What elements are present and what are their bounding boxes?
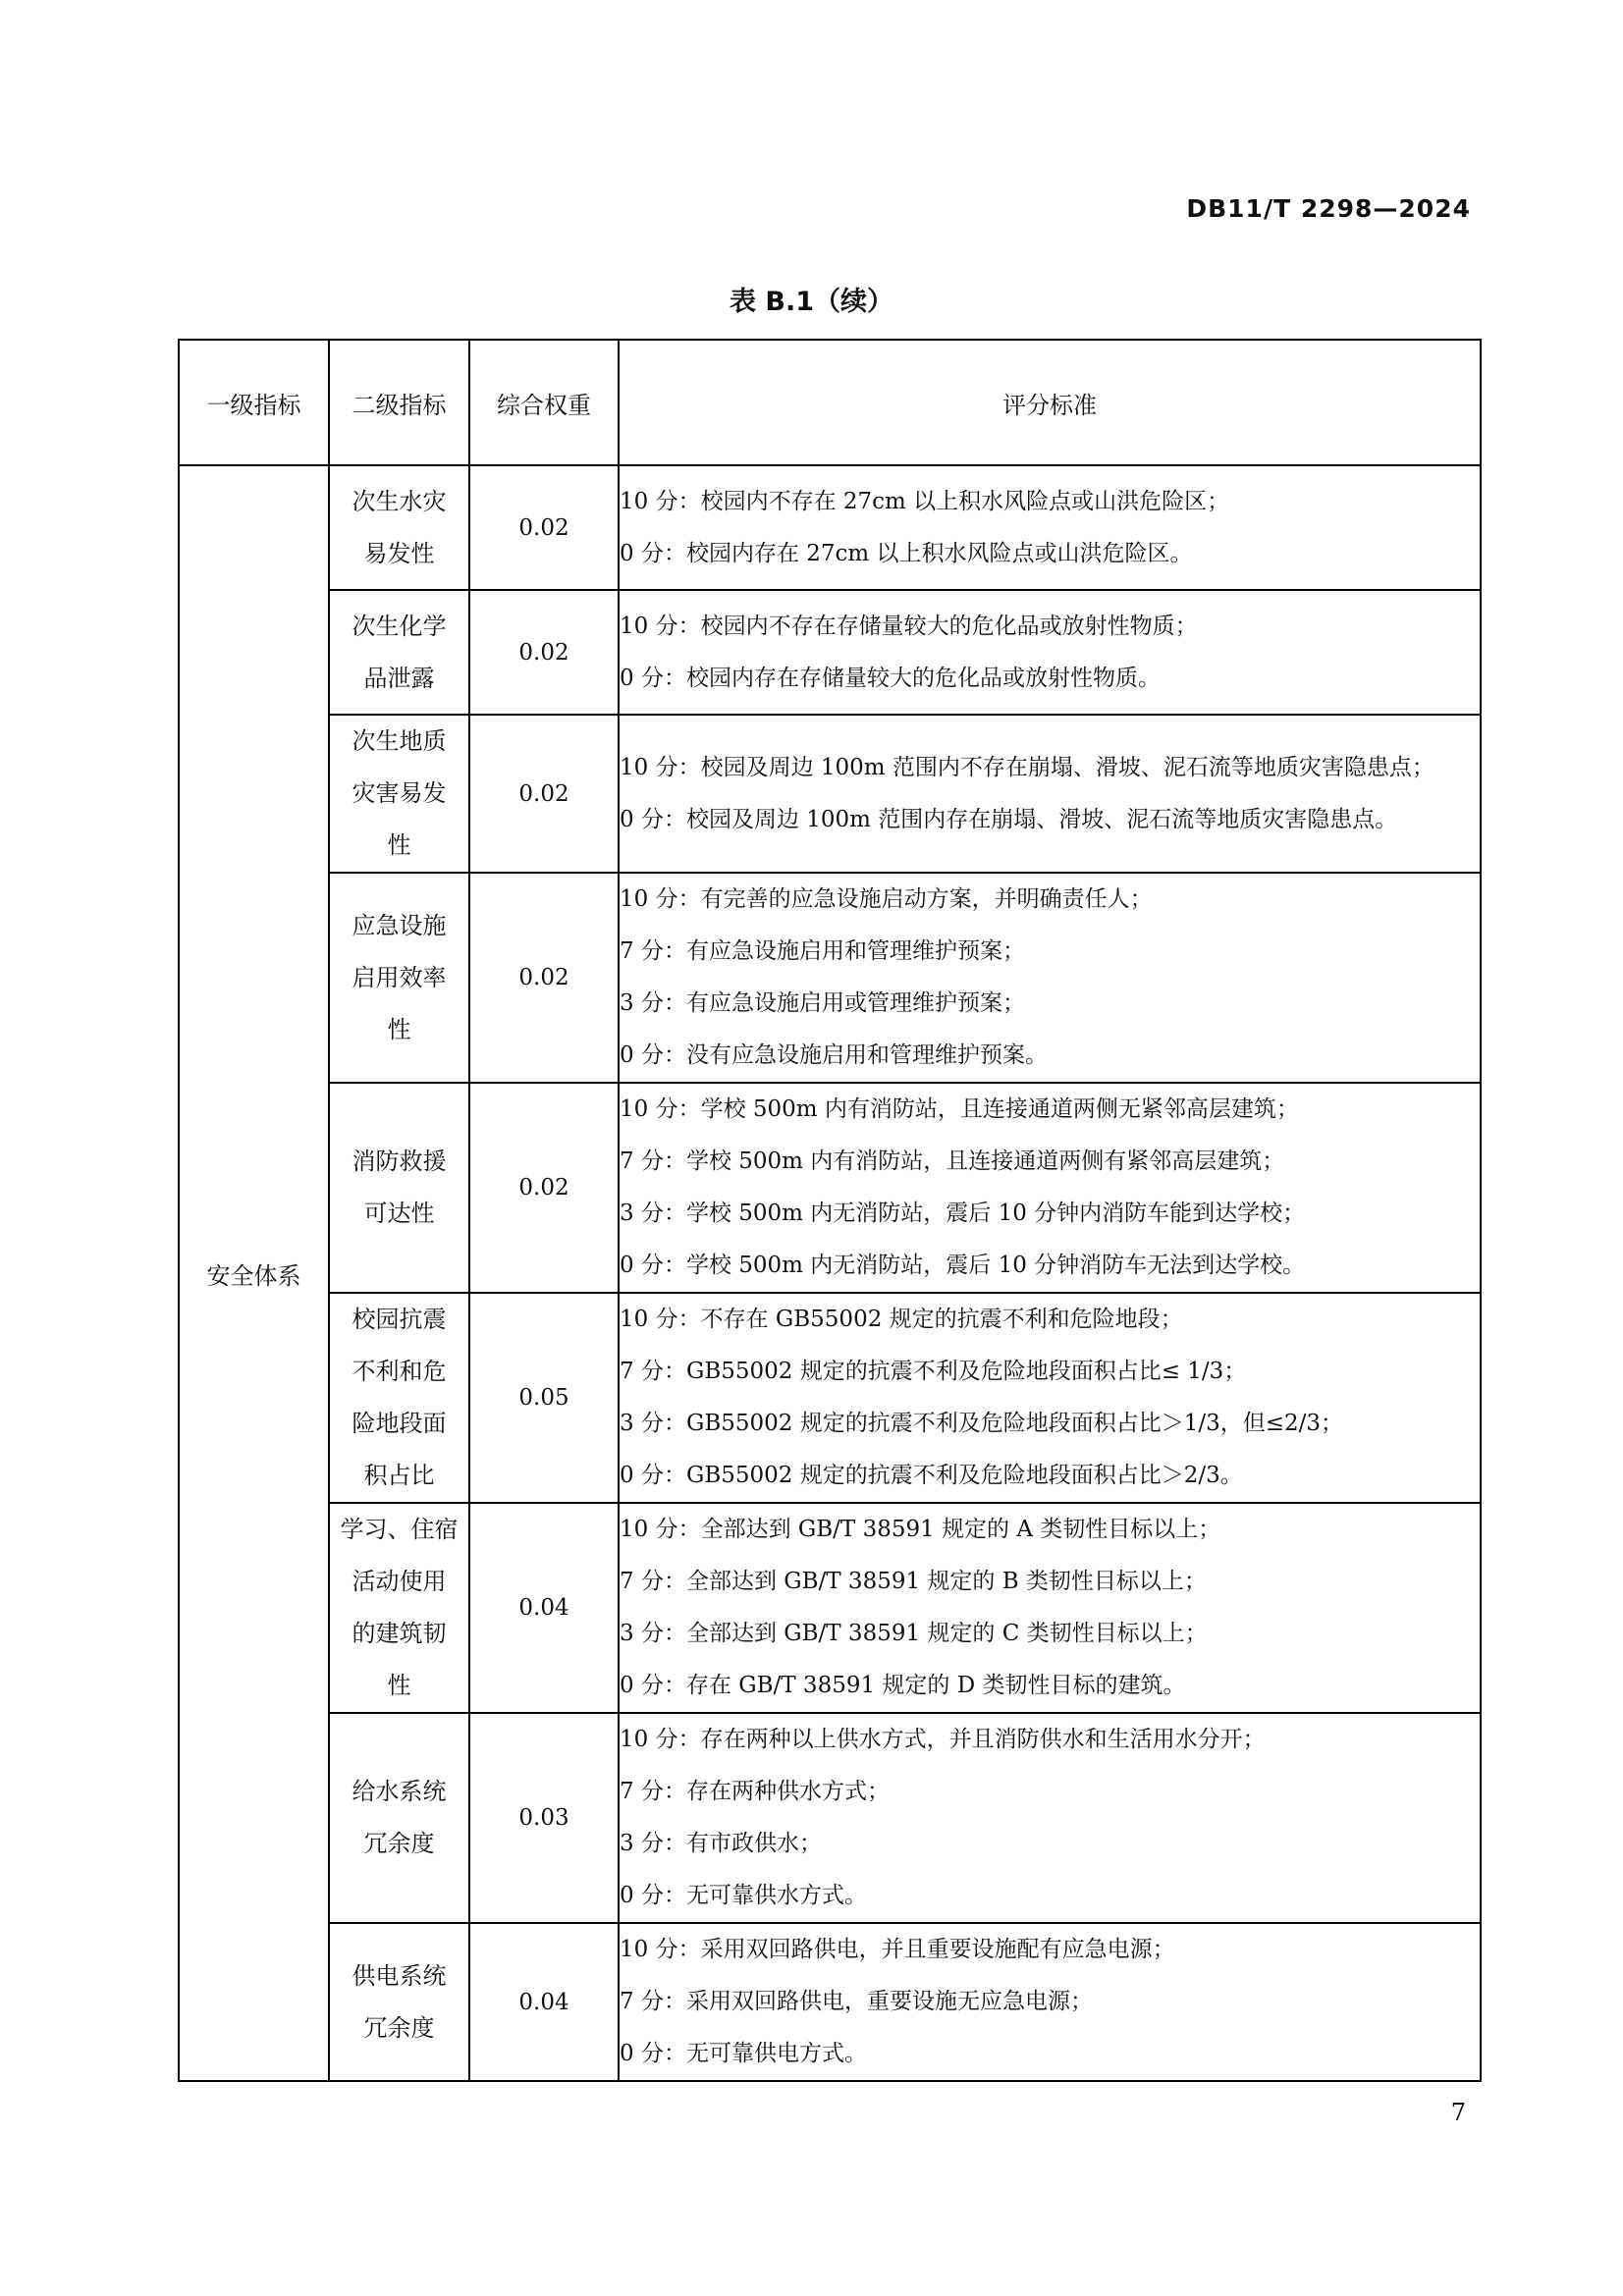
level2-indicator-cell	[329, 1713, 469, 1923]
indicator-text-line: 供电系统	[352, 1961, 447, 1990]
criteria-line: 10 分：全部达到 GB/T 38591 规定的 A 类韧性目标以上；	[620, 1517, 1221, 1542]
level2-indicator-cell	[329, 590, 469, 715]
criteria-line: 0 分：校园及周边 100m 范围内存在崩塌、滑坡、泥石流等地质灾害隐患点。	[620, 806, 1398, 832]
weight-cell: 0.04	[469, 1503, 619, 1713]
weight-cell: 0.02	[469, 873, 619, 1083]
criteria-cell	[619, 873, 1481, 1083]
weight-cell: 0.02	[469, 590, 619, 715]
table-row	[179, 590, 1481, 715]
criteria-cell	[619, 1923, 1481, 2081]
level2-indicator-cell	[329, 873, 469, 1083]
indicator-text-line: 消防救援	[352, 1148, 447, 1175]
criteria-cell	[619, 590, 1481, 715]
criteria-line: 7 分：存在两种供水方式；	[620, 1779, 890, 1804]
indicator-text-line: 启用效率	[352, 963, 447, 991]
criteria-line: 10 分：有完善的应急设施启动方案，并明确责任人；	[620, 886, 1153, 912]
criteria-line: 3 分：全部达到 GB/T 38591 规定的 C 类韧性目标以上；	[620, 1621, 1208, 1646]
indicator-text-line: 冗余度	[363, 2013, 435, 2042]
table-row	[179, 465, 1481, 590]
table-row	[179, 1713, 1481, 1923]
weight-cell: 0.05	[469, 1293, 619, 1503]
criteria-line: 10 分：校园内不存在存储量较大的危化品或放射性物质；	[620, 613, 1198, 639]
table-body	[179, 465, 1481, 2081]
indicator-text-line: 次生化学	[352, 612, 447, 640]
criteria-line: 3 分：有市政供水；	[620, 1831, 822, 1856]
table-caption: 表 B.1（续）	[729, 287, 894, 317]
level2-indicator-cell	[329, 1083, 469, 1293]
table-row	[179, 873, 1481, 1083]
criteria-line: 7 分：学校 500m 内有消防站，且连接通道两侧有紧邻高层建筑；	[620, 1148, 1285, 1174]
table-row	[179, 1923, 1481, 2081]
criteria-line: 7 分：采用双回路供电，重要设施无应急电源；	[620, 1989, 1093, 2014]
indicator-text-line: 积占比	[363, 1462, 435, 1489]
indicator-text-line: 次生水灾	[352, 487, 447, 515]
weight-cell: 0.02	[469, 1083, 619, 1293]
criteria-line: 7 分：全部达到 GB/T 38591 规定的 B 类韧性目标以上；	[620, 1569, 1207, 1594]
column-header-criteria: 评分标准	[619, 340, 1481, 465]
criteria-cell	[619, 1503, 1481, 1713]
criteria-line: 10 分：存在两种以上供水方式，并且消防供水和生活用水分开；	[620, 1727, 1266, 1752]
indicator-text-line: 应急设施	[352, 911, 447, 939]
indicator-text-line: 冗余度	[363, 1830, 435, 1857]
document-id: DB11/T 2298—2024	[1186, 194, 1471, 223]
page-number: 7	[1450, 2099, 1466, 2126]
weight-cell: 0.02	[469, 715, 619, 873]
criteria-line: 0 分：校园内存在存储量较大的危化品或放射性物质。	[620, 665, 1161, 691]
indicator-text-line: 次生地质	[352, 727, 447, 755]
weight-cell: 0.03	[469, 1713, 619, 1923]
table-row	[179, 1083, 1481, 1293]
criteria-line: 10 分：校园内不存在 27cm 以上积水风险点或山洪危险区；	[620, 488, 1230, 514]
indicator-text-line: 给水系统	[352, 1778, 447, 1805]
criteria-line: 10 分：采用双回路供电，并且重要设施配有应急电源；	[620, 1937, 1175, 1962]
criteria-cell	[619, 465, 1481, 590]
criteria-line: 3 分：GB55002 规定的抗震不利及危险地段面积占比＞1/3，但≤2/3；	[620, 1411, 1343, 1436]
indicator-text-line: 可达性	[363, 1200, 435, 1227]
level2-indicator-cell	[329, 1923, 469, 2081]
level2-indicator-cell	[329, 715, 469, 873]
indicator-text-line: 灾害易发	[352, 779, 447, 807]
column-header-level2: 二级指标	[329, 340, 469, 465]
indicator-text-line: 易发性	[363, 539, 435, 567]
weight-cell: 0.04	[469, 1923, 619, 2081]
criteria-line: 7 分：GB55002 规定的抗震不利及危险地段面积占比≤ 1/3；	[620, 1359, 1247, 1384]
criteria-line: 3 分：学校 500m 内无消防站，震后 10 分钟内消防车能到达学校；	[620, 1201, 1306, 1226]
indicator-text-line: 的建筑韧	[352, 1620, 447, 1647]
criteria-line: 0 分：没有应急设施启用和管理维护预案。	[620, 1042, 1048, 1068]
criteria-cell	[619, 1713, 1481, 1923]
level2-indicator-cell	[329, 1503, 469, 1713]
criteria-line: 0 分：校园内存在 27cm 以上积水风险点或山洪危险区。	[620, 540, 1193, 566]
criteria-line: 7 分：有应急设施启用和管理维护预案；	[620, 938, 1025, 964]
table-header-row	[179, 340, 1481, 465]
criteria-line: 0 分：无可靠供水方式。	[620, 1883, 867, 1908]
criteria-line: 3 分：有应急设施启用或管理维护预案；	[620, 990, 1025, 1016]
table-row	[179, 1293, 1481, 1503]
table-row	[179, 715, 1481, 873]
criteria-line: 0 分：无可靠供电方式。	[620, 2041, 867, 2066]
criteria-cell	[619, 1293, 1481, 1503]
indicator-text-line: 性	[387, 831, 411, 859]
criteria-line: 10 分：不存在 GB55002 规定的抗震不利和危险地段；	[620, 1307, 1183, 1332]
table-row	[179, 1503, 1481, 1713]
level2-indicator-cell	[329, 465, 469, 590]
indicator-text-line: 学习、住宿	[340, 1516, 459, 1543]
criteria-line: 0 分：学校 500m 内无消防站，震后 10 分钟消防车无法到达学校。	[620, 1253, 1306, 1278]
criteria-line: 10 分：校园及周边 100m 范围内不存在崩塌、滑坡、泥石流等地质灾害隐患点；	[620, 754, 1434, 780]
column-header-level1: 一级指标	[179, 340, 329, 465]
criteria-line: 10 分：学校 500m 内有消防站，且连接通道两侧无紧邻高层建筑；	[620, 1096, 1299, 1122]
criteria-cell	[619, 1083, 1481, 1293]
criteria-line: 0 分：存在 GB/T 38591 规定的 D 类韧性目标的建筑。	[620, 1673, 1186, 1698]
scoring-table	[178, 339, 1482, 2082]
level1-indicator-cell: 安全体系	[179, 465, 329, 2081]
level2-indicator-cell	[329, 1293, 469, 1503]
indicator-text-line: 校园抗震	[352, 1306, 447, 1333]
indicator-text-line: 品泄露	[363, 664, 435, 692]
indicator-text-line: 不利和危	[352, 1358, 447, 1385]
indicator-text-line: 性	[387, 1015, 411, 1043]
weight-cell: 0.02	[469, 465, 619, 590]
indicator-text-line: 活动使用	[352, 1568, 447, 1595]
column-header-weight: 综合权重	[469, 340, 619, 465]
indicator-text-line: 险地段面	[352, 1410, 447, 1437]
criteria-cell	[619, 715, 1481, 873]
indicator-text-line: 性	[387, 1672, 411, 1699]
criteria-line: 0 分：GB55002 规定的抗震不利及危险地段面积占比＞2/3。	[620, 1463, 1243, 1488]
